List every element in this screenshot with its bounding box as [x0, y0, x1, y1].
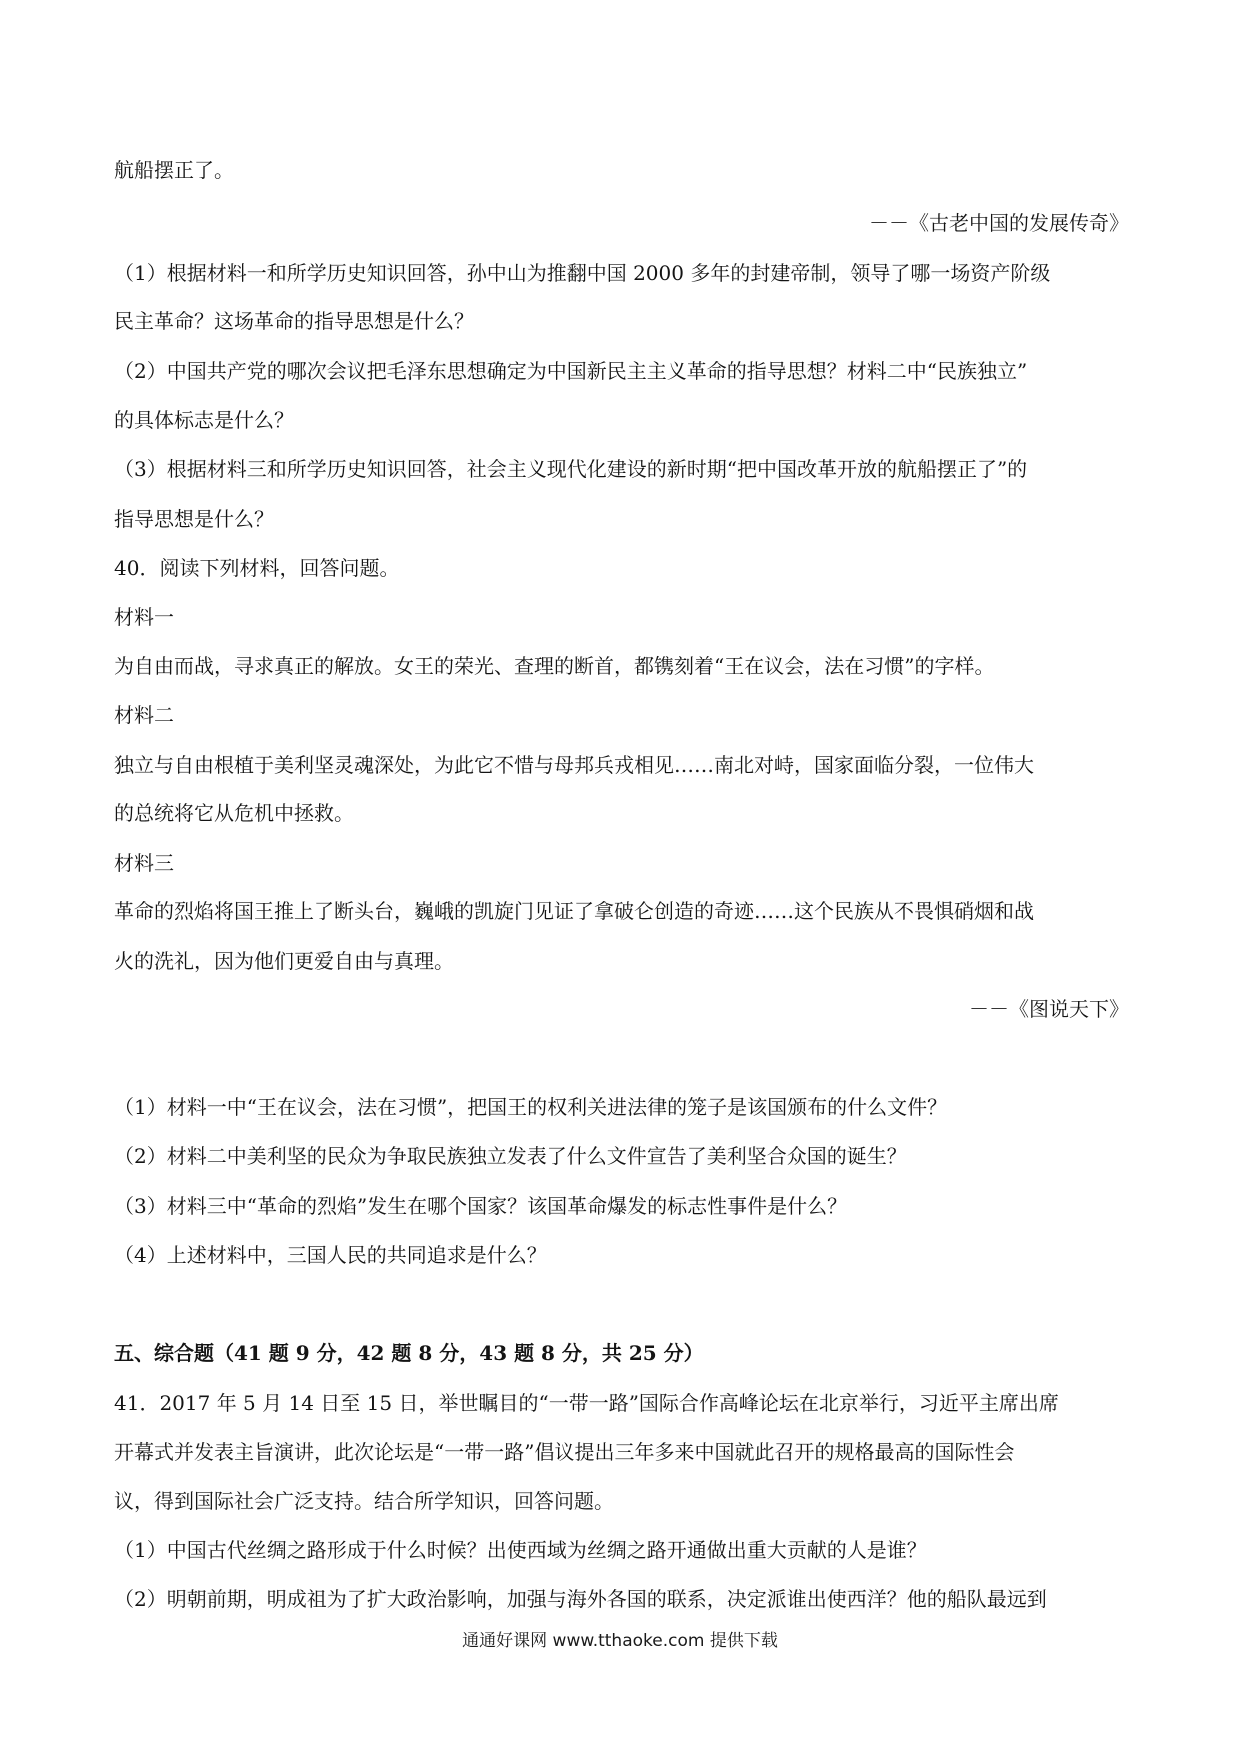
question-line: 的具体标志是什么？ — [114, 408, 294, 432]
material-text: 为自由而战，寻求真正的解放。女王的荣光、查理的断首，都镌刻着“王在议会，法在习惯”的字样。 — [114, 654, 995, 678]
question-line: （1）根据材料一和所学历史知识回答，孙中山为推翻中国 2000 多年的封建帝制，领导了哪一场资产阶级 — [114, 261, 1051, 285]
question-line: （3）根据材料三和所学历史知识回答，社会主义现代化建设的新时期“把中国改革开放的航船摆正了”的 — [114, 457, 1028, 481]
question-line: （2）中国共产党的哪次会议把毛泽东思想确定为中国新民主主义革命的指导思想？材料二中“民族独立” — [114, 359, 1028, 383]
section-heading: 五、综合题（41 题 9 分，42 题 8 分，43 题 8 分，共 25 分） — [114, 1341, 704, 1365]
question-heading: 40．阅读下列材料，回答问题。 — [114, 556, 400, 580]
question-line: （2）材料二中美利坚的民众为争取民族独立发表了什么文件宣告了美利坚合众国的诞生？ — [114, 1144, 907, 1168]
source-citation: －－《图说天下》 — [969, 997, 1129, 1021]
question-line: （1）中国古代丝绸之路形成于什么时候？出使西域为丝绸之路开通做出重大贡献的人是谁？ — [114, 1538, 927, 1562]
question-line: 指导思想是什么？ — [114, 507, 274, 531]
material-text: 火的洗礼，因为他们更爱自由与真理。 — [114, 949, 454, 973]
question-line: 民主革命？这场革命的指导思想是什么？ — [114, 309, 474, 333]
page-footer: 通通好课网 www.tthaoke.com 提供下载 — [462, 1631, 778, 1651]
question-line: （4）上述材料中，三国人民的共同追求是什么？ — [114, 1243, 547, 1267]
material-text: 革命的烈焰将国王推上了断头台，巍峨的凯旋门见证了拿破仑创造的奇迹……这个民族从不畏惧硝烟和战 — [114, 899, 1034, 923]
material-label: 材料三 — [114, 851, 174, 875]
question-line: 议，得到国际社会广泛支持。结合所学知识，回答问题。 — [114, 1489, 614, 1513]
material-text: 独立与自由根植于美利坚灵魂深处，为此它不惜与母邦兵戎相见……南北对峙，国家面临分裂，一位伟大 — [114, 753, 1034, 777]
source-citation: －－《古老中国的发展传奇》 — [869, 211, 1129, 235]
question-line: 开幕式并发表主旨演讲，此次论坛是“一带一路”倡议提出三年多来中国就此召开的规格最高的国际性会 — [114, 1440, 1015, 1464]
question-line: 41．2017 年 5 月 14 日至 15 日，举世瞩目的“一带一路”国际合作高峰论坛在北京举行，习近平主席出席 — [114, 1391, 1059, 1415]
question-line: （2）明朝前期，明成祖为了扩大政治影响，加强与海外各国的联系，决定派谁出使西洋？他的船队最远到 — [114, 1587, 1047, 1611]
question-line: （1）材料一中“王在议会，法在习惯”，把国王的权利关进法律的笼子是该国颁布的什么文件？ — [114, 1095, 948, 1119]
question-line: （3）材料三中“革命的烈焰”发生在哪个国家？该国革命爆发的标志性事件是什么？ — [114, 1194, 848, 1218]
text-line: 航船摆正了。 — [114, 158, 234, 182]
material-label: 材料二 — [114, 703, 174, 727]
material-text: 的总统将它从危机中拯救。 — [114, 801, 354, 825]
material-label: 材料一 — [114, 605, 174, 629]
